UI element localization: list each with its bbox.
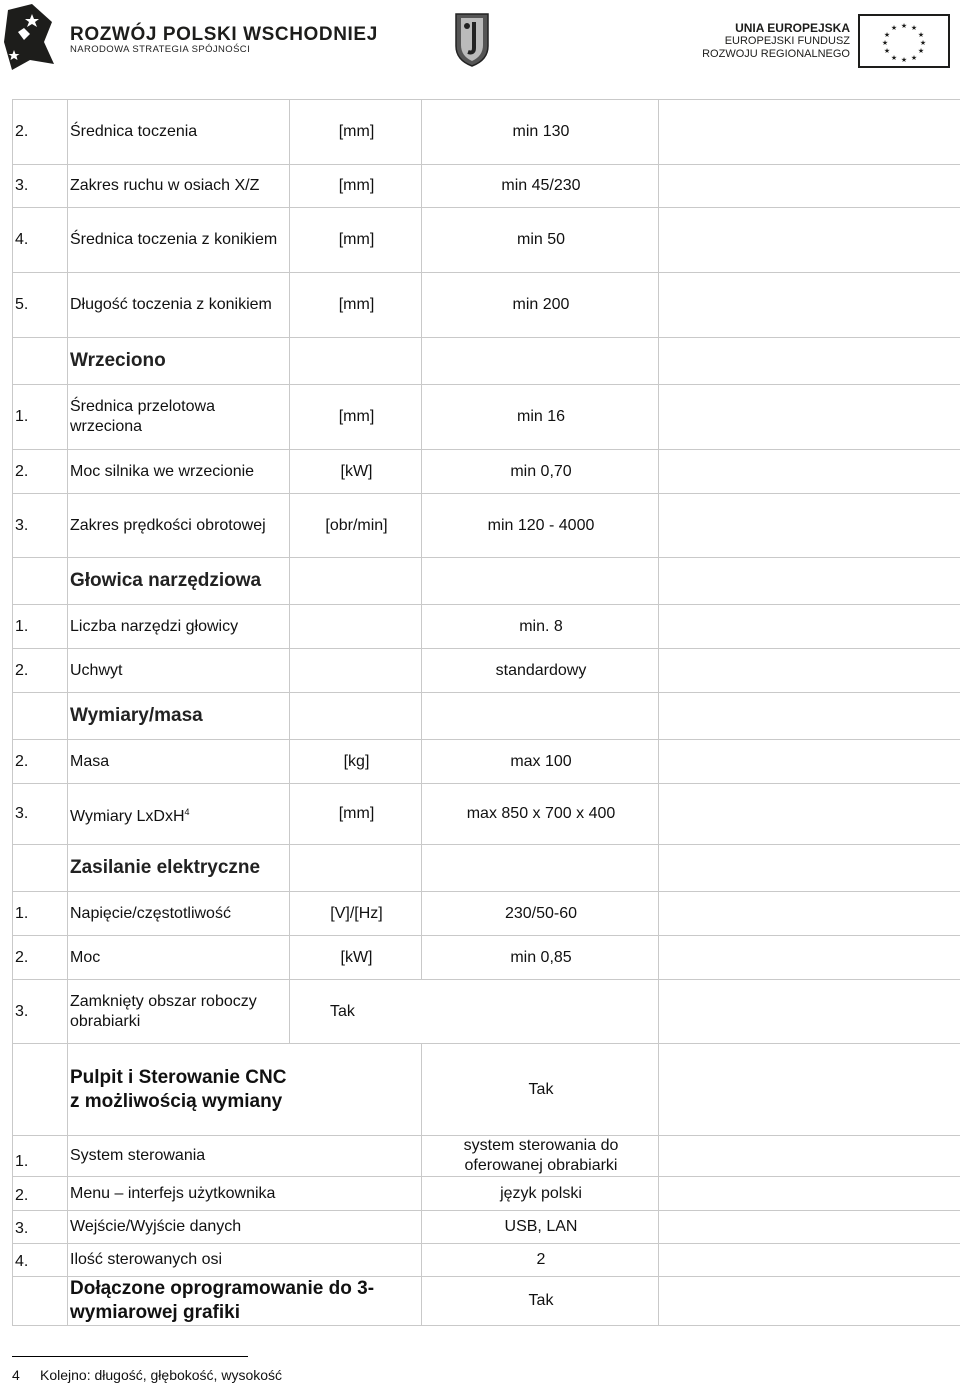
row-name: Średnica toczenia xyxy=(68,100,290,165)
svg-text:★: ★ xyxy=(890,55,898,62)
row-empty xyxy=(290,845,422,892)
row-number: 5. xyxy=(13,273,68,338)
row-empty xyxy=(659,1244,960,1277)
row-name: Moc xyxy=(68,936,290,980)
section-title-wrzeciono: Wrzeciono xyxy=(68,338,290,385)
row-empty xyxy=(659,1177,960,1211)
table-row xyxy=(13,165,960,208)
rpw-subtitle: NARODOWA STRATEGIA SPÓJNOŚCI xyxy=(70,44,251,55)
row-value: standardowy xyxy=(422,649,659,693)
row-empty xyxy=(290,338,422,385)
svg-text:★: ★ xyxy=(917,32,925,39)
grafika-title-line1: Dołączone oprogramowanie do 3- xyxy=(70,1278,375,1299)
row-value: max 850 x 700 x 400 xyxy=(422,784,659,845)
table-row xyxy=(13,385,960,450)
row-empty xyxy=(290,693,422,740)
row-number: 2. xyxy=(13,740,68,784)
pulpit-title-cell xyxy=(68,1044,422,1136)
row-name: Zamknięty obszar roboczy obrabiarki xyxy=(68,980,290,1044)
pulpit-title-line2: z możliwością wymiany xyxy=(70,1090,283,1112)
row-empty xyxy=(13,693,68,740)
section-row xyxy=(13,1277,960,1326)
row-empty xyxy=(659,1211,960,1244)
section-row xyxy=(13,845,960,892)
row-number: 1. xyxy=(13,605,68,649)
row-empty xyxy=(422,558,659,605)
row-empty xyxy=(659,338,960,385)
svg-text:★: ★ xyxy=(883,32,891,39)
row-value: max 100 xyxy=(422,740,659,784)
row-value: min 130 xyxy=(422,100,659,165)
table-row xyxy=(13,1177,960,1211)
eu-line2: EUROPEJSKI FUNDUSZ xyxy=(724,35,850,47)
table-row xyxy=(13,1211,960,1244)
row-value: min 0,85 xyxy=(422,936,659,980)
svg-text:★: ★ xyxy=(910,25,918,32)
table-row xyxy=(13,740,960,784)
section-title-zasilanie: Zasilanie elektryczne xyxy=(68,845,290,892)
row-value: min 0,70 xyxy=(422,450,659,494)
row-name: Długość toczenia z konikiem xyxy=(68,273,290,338)
grafika-title-line2: wymiarowej grafiki xyxy=(70,1302,241,1323)
footnote-ref: 4 xyxy=(184,806,190,817)
row-name: Uchwyt xyxy=(68,649,290,693)
eu-text xyxy=(700,22,850,61)
row-empty xyxy=(659,165,960,208)
row-empty xyxy=(659,385,960,450)
footnote-separator xyxy=(12,1356,248,1357)
row-number: 1. xyxy=(13,385,68,450)
row-empty xyxy=(659,494,960,558)
table-row xyxy=(13,100,960,165)
row-name: System sterowania xyxy=(68,1136,422,1177)
table-row xyxy=(13,273,960,338)
table-row xyxy=(13,936,960,980)
row-empty xyxy=(659,784,960,845)
row-empty xyxy=(659,1136,960,1177)
section-title-wymiary: Wymiary/masa xyxy=(68,693,290,740)
row-value: min 120 - 4000 xyxy=(422,494,659,558)
row-empty xyxy=(659,649,960,693)
row-unit: [mm] xyxy=(290,784,422,845)
row-name-cell xyxy=(68,784,290,845)
section-row xyxy=(13,693,960,740)
table-row xyxy=(13,494,960,558)
section-row xyxy=(13,338,960,385)
row-value: 230/50-60 xyxy=(422,892,659,936)
row-unit: [V]/[Hz] xyxy=(290,892,422,936)
row-unit: [kW] xyxy=(290,450,422,494)
svg-text:★: ★ xyxy=(900,57,908,64)
row-name: Zakres prędkości obrotowej xyxy=(68,494,290,558)
rpw-title: ROZWÓJ POLSKI WSCHODNIEJ xyxy=(70,24,378,45)
table-row xyxy=(13,450,960,494)
table-row xyxy=(13,1244,960,1277)
row-empty xyxy=(422,338,659,385)
crest-icon xyxy=(452,10,492,68)
eu-line3: ROZWOJU REGIONALNEGO xyxy=(702,48,850,60)
row-value: min 200 xyxy=(422,273,659,338)
row-value: USB, LAN xyxy=(422,1211,659,1244)
row-name: Napięcie/częstotliwość xyxy=(68,892,290,936)
row-name: Średnica toczenia z konikiem xyxy=(68,208,290,273)
row-number: 3. xyxy=(13,1211,68,1244)
row-empty xyxy=(13,1044,68,1136)
row-name: Średnica przelotowa wrzeciona xyxy=(68,385,290,450)
page-header xyxy=(0,0,960,80)
table-row xyxy=(13,605,960,649)
grafika-value: Tak xyxy=(422,1277,659,1326)
row-number: 2. xyxy=(13,100,68,165)
row-empty xyxy=(659,980,960,1044)
svg-text:★: ★ xyxy=(919,40,927,47)
row-empty xyxy=(422,845,659,892)
row-name: Zakres ruchu w osiach X/Z xyxy=(68,165,290,208)
row-value: Tak xyxy=(290,980,659,1044)
table-row xyxy=(13,784,960,845)
row-empty xyxy=(659,693,960,740)
row-number: 3. xyxy=(13,165,68,208)
section-title-glowica: Głowica narzędziowa xyxy=(68,558,290,605)
spec-table xyxy=(12,99,960,1326)
table-row xyxy=(13,649,960,693)
row-value: min 45/230 xyxy=(422,165,659,208)
eu-line1: UNIA EUROPEJSKA xyxy=(735,21,850,35)
row-unit: [kW] xyxy=(290,936,422,980)
row-number: 3. xyxy=(13,980,68,1044)
row-empty xyxy=(659,936,960,980)
row-empty xyxy=(659,1277,960,1326)
row-name: Ilość sterowanych osi xyxy=(68,1244,422,1277)
footnote-number: 4 xyxy=(12,1367,20,1383)
row-empty xyxy=(659,100,960,165)
row-name: Moc silnika we wrzecionie xyxy=(68,450,290,494)
row-unit: [kg] xyxy=(290,740,422,784)
table-row xyxy=(13,980,960,1044)
row-empty xyxy=(13,1277,68,1326)
row-empty xyxy=(659,740,960,784)
svg-text:★: ★ xyxy=(883,48,891,55)
grafika-title-cell xyxy=(68,1277,422,1326)
row-value: język polski xyxy=(422,1177,659,1211)
row-empty xyxy=(290,605,422,649)
row-number: 2. xyxy=(13,649,68,693)
row-value: min 16 xyxy=(422,385,659,450)
row-unit: [mm] xyxy=(290,208,422,273)
section-row xyxy=(13,1044,960,1136)
svg-text:★: ★ xyxy=(900,23,908,30)
row-number: 4. xyxy=(13,1244,68,1277)
footnote-text: Kolejno: długość, głębokość, wysokość xyxy=(40,1367,283,1383)
eu-flag-icon xyxy=(858,14,950,68)
row-number: 3. xyxy=(13,784,68,845)
svg-text:★: ★ xyxy=(917,48,925,55)
svg-text:★: ★ xyxy=(890,25,898,32)
row-empty xyxy=(659,208,960,273)
table-row xyxy=(13,208,960,273)
row-number: 4. xyxy=(13,208,68,273)
row-name: Liczba narzędzi głowicy xyxy=(68,605,290,649)
row-unit: [mm] xyxy=(290,385,422,450)
row-unit: [obr/min] xyxy=(290,494,422,558)
row-number: 2. xyxy=(13,936,68,980)
pulpit-title-line1: Pulpit i Sterowanie CNC xyxy=(70,1066,287,1088)
row-unit: [mm] xyxy=(290,165,422,208)
row-name: Menu – interfejs użytkownika xyxy=(68,1177,422,1211)
row-empty xyxy=(290,558,422,605)
row-empty xyxy=(13,338,68,385)
row-empty xyxy=(659,450,960,494)
rpw-logo-icon xyxy=(2,2,56,72)
footnote xyxy=(12,1367,282,1383)
row-empty xyxy=(659,1044,960,1136)
row-name: Masa xyxy=(68,740,290,784)
svg-text:★: ★ xyxy=(881,40,889,47)
row-empty xyxy=(659,605,960,649)
row-value: min 50 xyxy=(422,208,659,273)
row-number: 2. xyxy=(13,1177,68,1211)
svg-text:★: ★ xyxy=(910,55,918,62)
row-value: system sterowania do oferowanej obrabiarki xyxy=(422,1136,659,1177)
row-number: 3. xyxy=(13,494,68,558)
row-number: 2. xyxy=(13,450,68,494)
row-empty xyxy=(659,273,960,338)
row-empty xyxy=(659,558,960,605)
row-value: 2 xyxy=(422,1244,659,1277)
table-row xyxy=(13,1136,960,1177)
row-number: 1. xyxy=(13,1136,68,1177)
table-row xyxy=(13,892,960,936)
section-row xyxy=(13,558,960,605)
row-empty xyxy=(659,892,960,936)
row-empty xyxy=(290,649,422,693)
pulpit-value: Tak xyxy=(422,1044,659,1136)
row-empty xyxy=(422,693,659,740)
row-empty xyxy=(13,558,68,605)
row-empty xyxy=(659,845,960,892)
row-unit: [mm] xyxy=(290,273,422,338)
row-value: min. 8 xyxy=(422,605,659,649)
row-number: 1. xyxy=(13,892,68,936)
row-name: Wejście/Wyjście danych xyxy=(68,1211,422,1244)
row-unit: [mm] xyxy=(290,100,422,165)
row-name: Wymiary LxDxH xyxy=(70,807,185,825)
row-empty xyxy=(13,845,68,892)
